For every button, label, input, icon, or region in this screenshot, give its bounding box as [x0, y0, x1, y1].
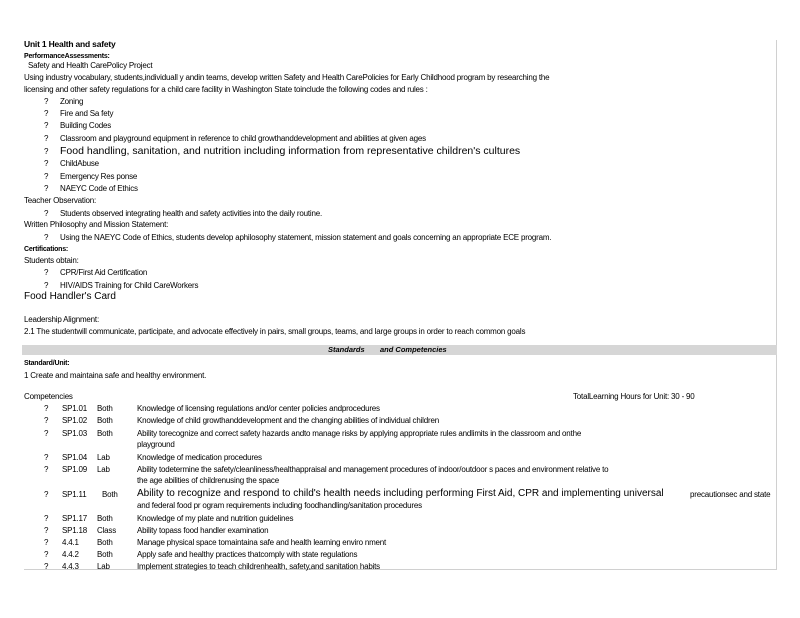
competency-code: SP1.04	[62, 453, 88, 462]
bullet: ?	[44, 490, 49, 499]
standard-unit-label: Standard/Unit:	[24, 360, 70, 367]
standard-unit-item: 1 Create and maintaina safe and healthy environment.	[24, 371, 207, 380]
bullet: ?	[44, 209, 49, 218]
bullet: ?	[44, 109, 49, 118]
standards-header-bar	[22, 345, 777, 355]
competency-desc: Knowledge of medication procedures	[137, 453, 262, 462]
table-right-border	[776, 40, 777, 570]
bullet: ?	[44, 429, 49, 438]
bullet: ?	[44, 121, 49, 130]
bullet: ?	[44, 550, 49, 559]
competency-desc: Knowledge of child growthanddevelopment and the changing abilities of individual children	[137, 416, 439, 425]
competency-type: Lab	[97, 453, 110, 462]
bullet: ?	[44, 526, 49, 535]
competency-desc: Knowledge of licensing regulations and/or center policies andprocedures	[137, 404, 380, 413]
bullet: ?	[44, 268, 49, 277]
bullet: ?	[44, 147, 49, 156]
competency-desc-large: Ability to recognize and respond to child's health needs including performing First Aid, CPR and implementing universal	[137, 488, 664, 499]
bullet: ?	[44, 134, 49, 143]
competency-type: Both	[97, 550, 113, 559]
list-item: NAEYC Code of Ethics	[60, 184, 138, 193]
competency-desc: Ability topass food handler examination	[137, 526, 269, 535]
project-title: Safety and Health CarePolicy Project	[28, 61, 153, 70]
list-item: Emergency Res ponse	[60, 172, 138, 181]
competencies-header-label: and Competencies	[380, 345, 447, 354]
competency-code: SP1.02	[62, 416, 88, 425]
bullet: ?	[44, 281, 49, 290]
competency-type: Both	[97, 538, 113, 547]
students-obtain-label: Students obtain:	[24, 256, 79, 265]
competency-desc-tail: precautionsec and state	[690, 490, 771, 499]
unit-title: Unit 1 Health and safety	[24, 39, 116, 49]
competency-code: SP1.03	[62, 429, 88, 438]
competency-code: 4.4.1	[62, 538, 79, 547]
list-item: Fire and Sa fety	[60, 109, 114, 118]
teacher-observation-label: Teacher Observation:	[24, 196, 97, 205]
bullet: ?	[44, 404, 49, 413]
leadership-item: 2.1 The studentwill communicate, participate, and advocate effectively in pairs, small groups, teams, and large groups in order to reach common goals	[24, 327, 526, 336]
list-item: Building Codes	[60, 121, 112, 130]
competency-desc: Manage physical space tomaintaina safe and health learning enviro nment	[137, 538, 387, 547]
total-learning-hours: TotalLearning Hours for Unit: 30 - 90	[573, 392, 695, 401]
bullet: ?	[44, 562, 49, 571]
food-handling-item: Food handling, sanitation, and nutrition including information from representative children's cultures	[60, 145, 521, 157]
list-item: ChildAbuse	[60, 159, 99, 168]
competency-type: Both	[97, 514, 113, 523]
written-philosophy-label: Written Philosophy and Mission Statement:	[24, 220, 169, 229]
competencies-label: Competencies	[24, 392, 73, 401]
competency-desc: Knowledge of my plate and nutrition guidelines	[137, 514, 294, 523]
competency-code: SP1.17	[62, 514, 88, 523]
project-line-2: licensing and other safety regulations for a child care facility in Washington State toinclude the following codes and rules :	[24, 85, 428, 94]
list-item: Zoning	[60, 97, 84, 106]
competency-type: Both	[97, 429, 113, 438]
standards-label: Standards	[328, 345, 365, 354]
competency-desc-cont: playground	[137, 440, 175, 449]
competency-desc: Ability todetermine the safety/cleanliness/healthappraisal and management procedures of indoor/outdoor s paces and environment relative to	[137, 465, 609, 474]
bullet: ?	[44, 465, 49, 474]
competency-type: Both	[97, 404, 113, 413]
competency-desc: Implement strategies to teach childrenhealth, safety,and sanitation habits	[137, 562, 380, 571]
competency-code: 4.4.3	[62, 562, 79, 571]
competency-code: SP1.18	[62, 526, 88, 535]
list-item: Classroom and playground equipment in reference to child growthanddevelopment and abilities at given ages	[60, 134, 426, 143]
project-line-1: Using industry vocabulary, students,individuall y andin teams, develop written Safety and Health CarePolicies for Early Childhood program by researching the	[24, 73, 550, 82]
certification-item: CPR/First Aid Certification	[60, 268, 148, 277]
written-philosophy-item: Using the NAEYC Code of Ethics, students develop aphilosophy statement, mission statement and goals concerning an appropriate ECE program.	[60, 233, 552, 242]
bullet: ?	[44, 184, 49, 193]
certifications-label: Certifications:	[24, 246, 69, 253]
bullet: ?	[44, 538, 49, 547]
certification-item: HIV/AIDS Training for Child CareWorkers	[60, 281, 199, 290]
bullet: ?	[44, 514, 49, 523]
bullet: ?	[44, 233, 49, 242]
competency-code: 4.4.2	[62, 550, 79, 559]
competency-type: Lab	[97, 562, 110, 571]
competency-code: SP1.09	[62, 465, 88, 474]
competency-code: SP1.11	[62, 490, 87, 499]
bullet: ?	[44, 172, 49, 181]
performance-assessments-label: PerformanceAssessments:	[24, 53, 110, 60]
leadership-label: Leadership Alignment:	[24, 315, 99, 324]
bullet: ?	[44, 97, 49, 106]
competency-desc: Apply safe and healthy practices thatcomply with state regulations	[137, 550, 358, 559]
bullet: ?	[44, 453, 49, 462]
competency-desc-cont: and federal food pr ogram requirements including foodhandling/sanitation procedures	[137, 501, 422, 510]
competency-type: Class	[97, 526, 117, 535]
competency-type: Both	[97, 416, 113, 425]
bullet: ?	[44, 159, 49, 168]
bullet: ?	[44, 416, 49, 425]
competency-type: Lab	[97, 465, 110, 474]
teacher-observation-item: Students observed integrating health and safety activities into the daily routine.	[60, 209, 322, 218]
competency-desc: Ability torecognize and correct safety hazards andto manage risks by applying appropriate rules andlimits in the classroom and onthe	[137, 429, 582, 438]
competency-type: Both	[102, 490, 118, 499]
competency-code: SP1.01	[62, 404, 88, 413]
food-handler-card: Food Handler's Card	[24, 291, 116, 302]
competency-desc-cont: the age abilities of childrenusing the space	[137, 476, 279, 485]
